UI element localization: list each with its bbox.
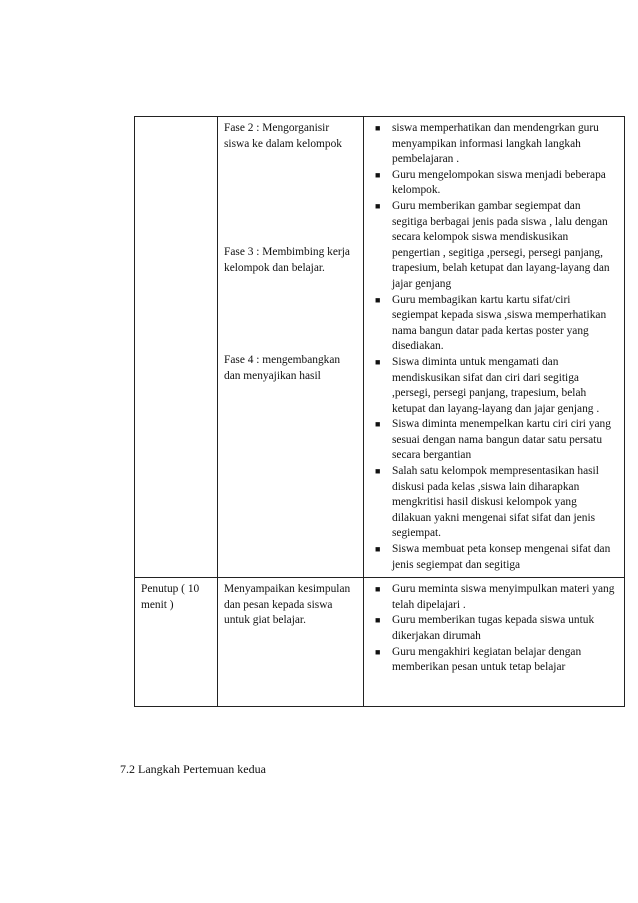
stage-cell <box>135 117 218 578</box>
activity-list <box>370 582 618 676</box>
phase-label: Fase 3 : Membimbing kerja kelompok dan belajar. <box>224 246 350 274</box>
list-item: ■ Siswa membuat peta konsep mengenai sifat dan jenis segiempat dan segitiga <box>392 542 618 573</box>
phase-cell <box>218 578 364 707</box>
list-item: ■ siswa memperhatikan dan mendengrkan guru menyampikan informasi langkah langkah pembelajaran . <box>392 121 618 168</box>
list-item: ■ Guru mengakhiri kegiatan belajar dengan memberikan pesan untuk tetap belajar <box>392 645 618 676</box>
list-item: ■ Salah satu kelompok mempresentasikan hasil diskusi pada kelas ,siswa lain diharapkan mengkritisi hasil diskusi kelompok yang dilakuan yakni mengenai sifat sifat dan jenis segiempat. <box>392 464 618 542</box>
phase-cell <box>218 117 364 578</box>
list-item: ■ Guru mengelompokan siswa menjadi beberapa kelompok. <box>392 168 618 199</box>
table-row <box>135 117 625 578</box>
list-item: ■ Guru membagikan kartu kartu sifat/ciri segiempat kepada siswa ,siswa memperhatikan nama bangun datar pada kertas poster yang disediakan. <box>392 293 618 355</box>
table-row <box>135 578 625 707</box>
list-item: ■ Guru memberikan gambar segiempat dan segitiga berbagai jenis pada siswa , lalu dengan secara kelompok siswa mendiskusikan pengertian , segitiga ,persegi, persegi panjang, trapesium, belah ketupat dan layang-layang dan jajar genjang <box>392 199 618 293</box>
activity-list <box>370 121 618 573</box>
activity-cell <box>364 117 625 578</box>
list-item: ■ Siswa diminta untuk mengamati dan mendiskusikan sifat dan ciri dari segitiga ,persegi, persegi panjang, trapesium, belah ketupat dan layang-layang dan jajar genjang . <box>392 355 618 417</box>
phase-label: Menyampaikan kesimpulan dan pesan kepada siswa untuk giat belajar. <box>224 583 351 627</box>
stage-cell: Penutup ( 10 menit ) <box>135 578 218 707</box>
list-item: ■ Siswa diminta menempelkan kartu ciri ciri yang sesuai dengan nama bangun datar satu persatu secara bergantian <box>392 417 618 464</box>
list-item: ■ Guru memberikan tugas kepada siswa untuk dikerjakan dirumah <box>392 613 618 644</box>
phase-label: Fase 2 : Mengorganisir siswa ke dalam kelompok <box>224 122 342 150</box>
phase-label: Fase 4 : mengembangkan dan menyajikan hasil <box>224 354 341 382</box>
section-heading: 7.2 Langkah Pertemuan kedua <box>120 762 266 776</box>
lesson-steps-table <box>134 116 625 707</box>
activity-cell <box>364 578 625 707</box>
list-item: ■ Guru meminta siswa menyimpulkan materi yang telah dipelajari . <box>392 582 618 613</box>
